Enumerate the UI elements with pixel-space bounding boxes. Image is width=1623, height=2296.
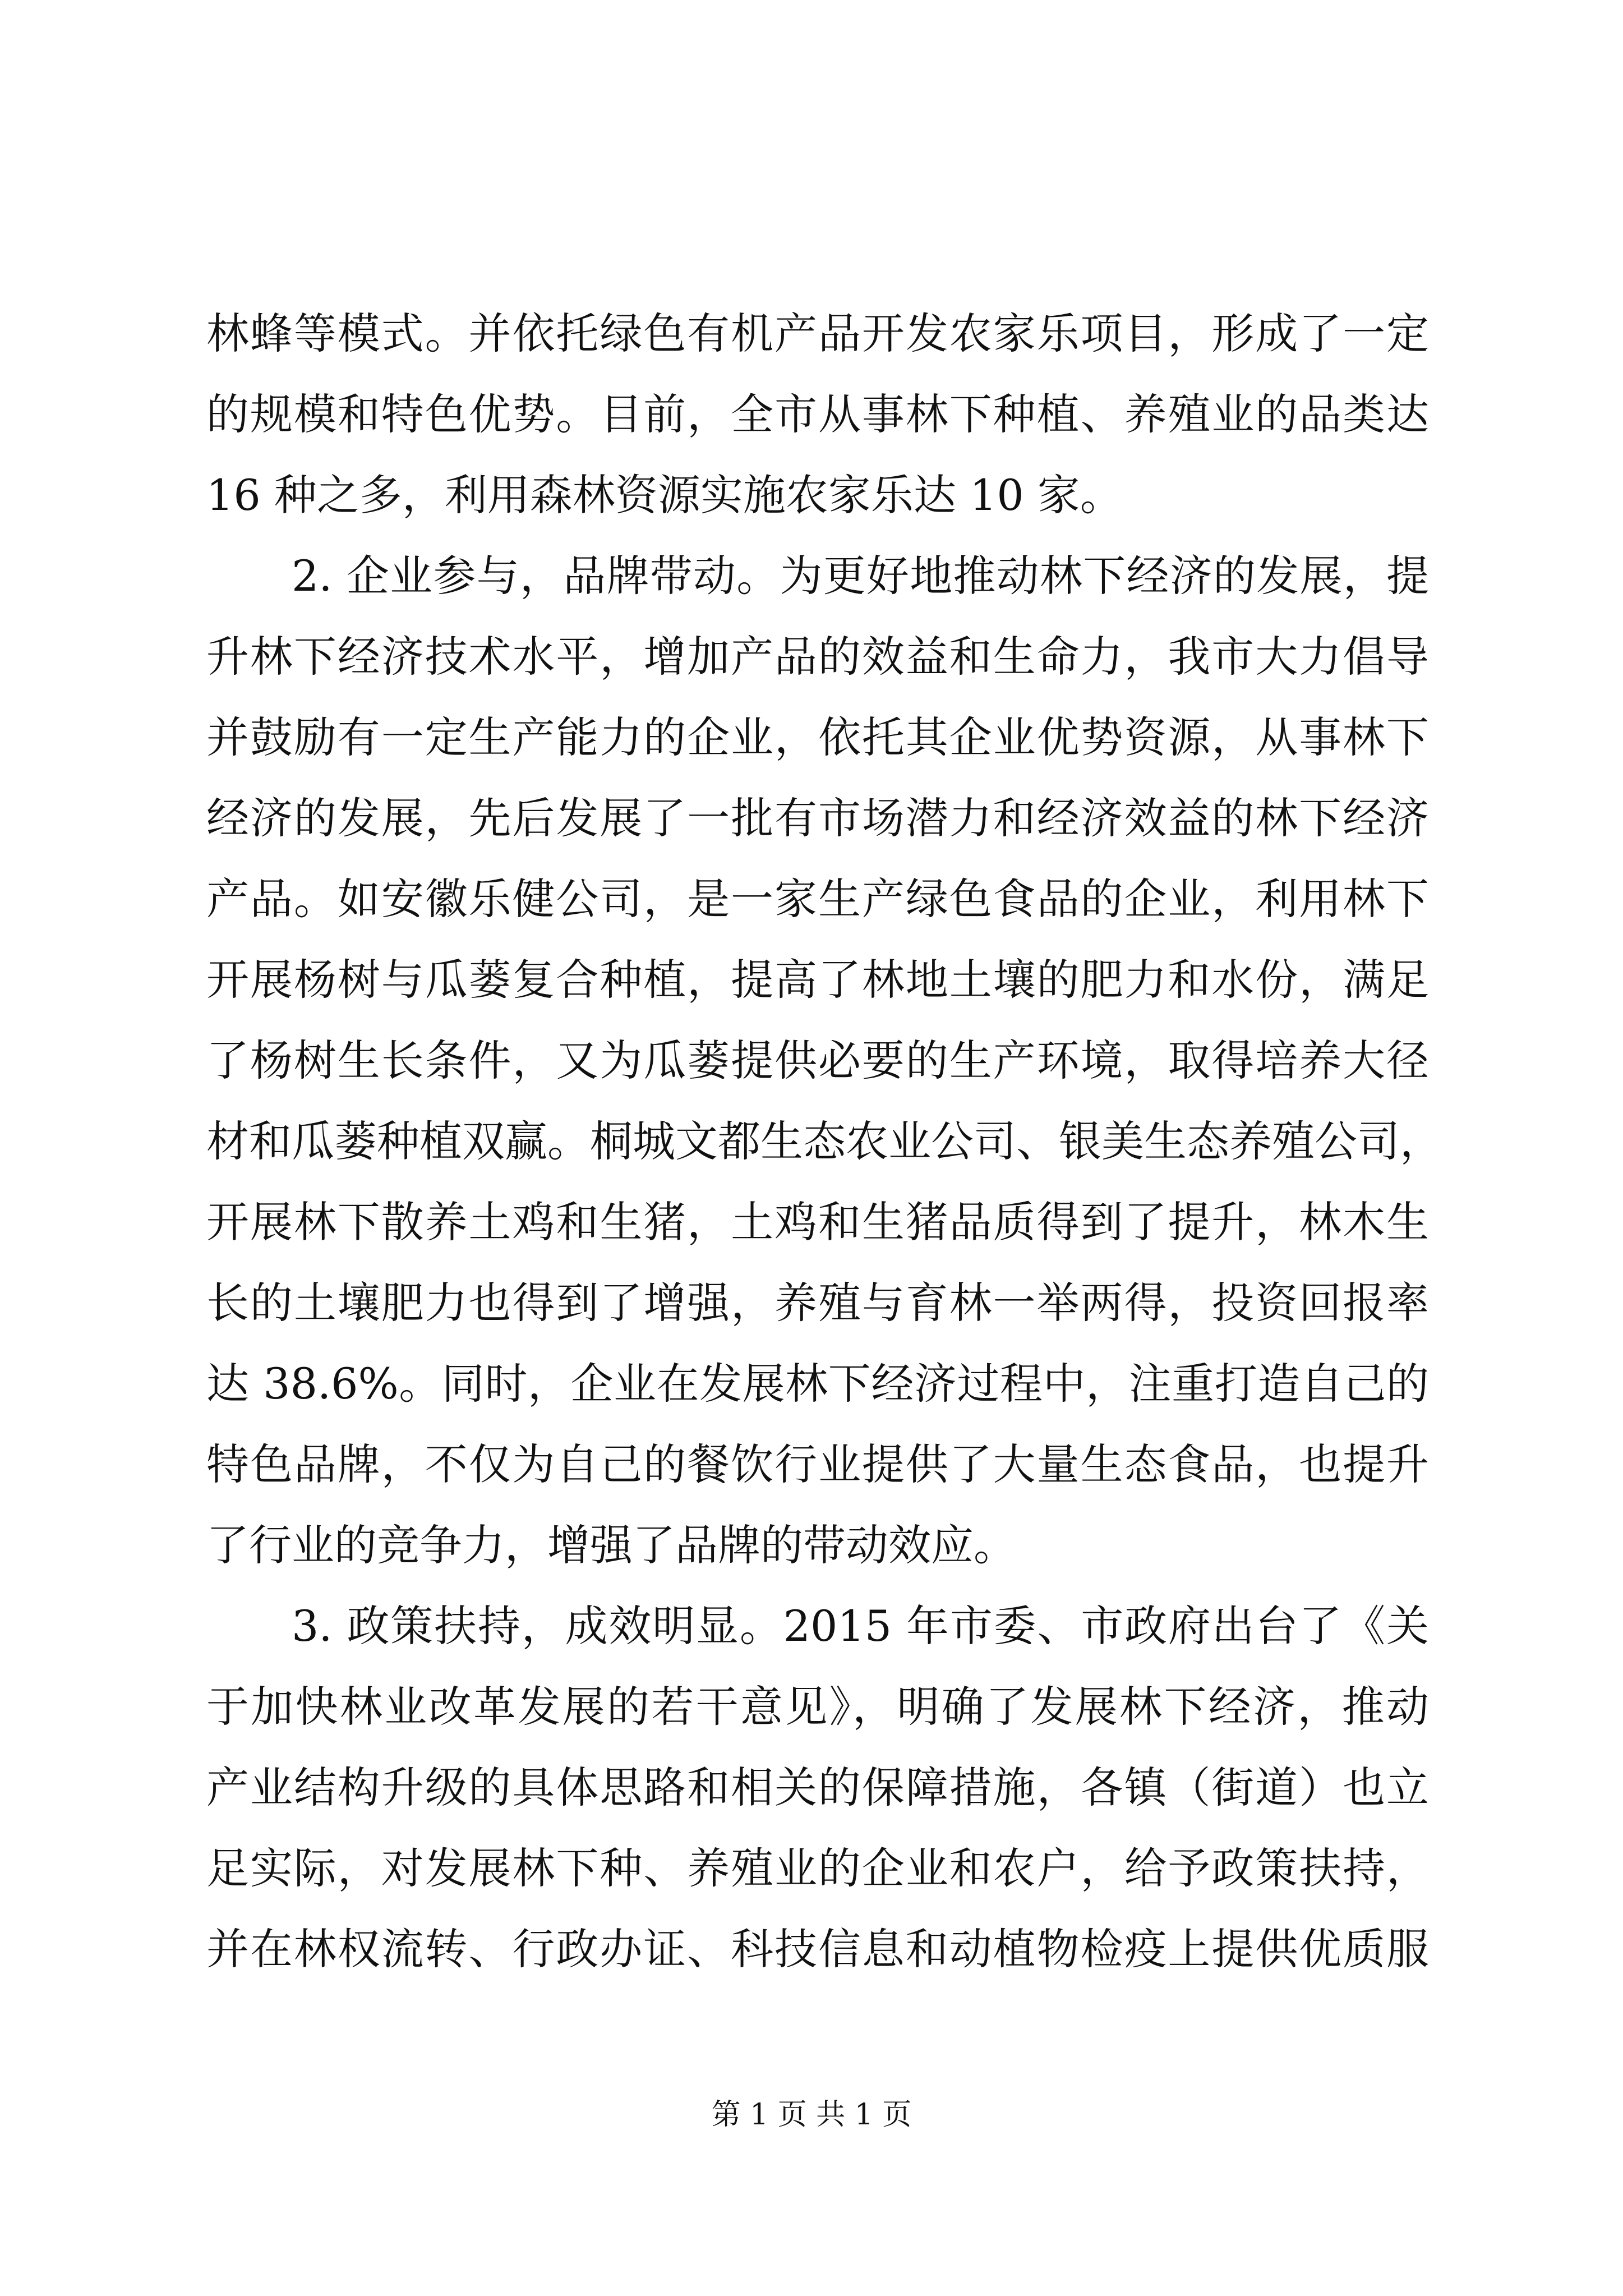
body-text-line: 的规模和特色优势。目前，全市从事林下种植、养殖业的品类达	[206, 389, 1429, 439]
body-text-line: 产业结构升级的具体思路和相关的保障措施，各镇（街道）也立	[206, 1763, 1429, 1812]
paragraph-3-first-line: 3. 政策扶持，成效明显。2015 年市委、市政府出台了《关	[292, 1601, 1429, 1651]
body-text-line: 并在林权流转、行政办证、科技信息和动植物检疫上提供优质服	[206, 1924, 1429, 1974]
body-text-line: 特色品牌，不仅为自己的餐饮行业提供了大量生态食品，也提升	[206, 1439, 1429, 1489]
body-text-line: 升林下经济技术水平，增加产品的效益和生命力，我市大力倡导	[206, 632, 1429, 682]
body-text-line: 于加快林业改革发展的若干意见》，明确了发展林下经济，推动	[206, 1682, 1429, 1732]
body-text-line: 经济的发展，先后发展了一批有市场潜力和经济效益的林下经济	[206, 793, 1429, 843]
body-text-line: 材和瓜蒌种植双赢。桐城文都生态农业公司、银美生态养殖公司，	[206, 1116, 1442, 1166]
body-text-line: 长的土壤肥力也得到了增强，养殖与育林一举两得，投资回报率	[206, 1278, 1429, 1328]
body-text-line: 了行业的竞争力，增强了品牌的带动效应。	[206, 1520, 1016, 1570]
body-text-line: 开展林下散养土鸡和生猪，土鸡和生猪品质得到了提升，林木生	[206, 1197, 1429, 1247]
page-footer: 第 1 页 共 1 页	[711, 2098, 912, 2132]
body-text-line: 了杨树生长条件，又为瓜蒌提供必要的生产环境，取得培养大径	[206, 1036, 1429, 1085]
body-text-line: 开展杨树与瓜蒌复合种植，提高了林地土壤的肥力和水份，满足	[206, 955, 1429, 1005]
paragraph-2-first-line: 2. 企业参与，品牌带动。为更好地推动林下经济的发展，提	[292, 551, 1429, 601]
body-text-line: 达 38.6%。同时，企业在发展林下经济过程中，注重打造自己的	[206, 1359, 1429, 1409]
body-text-line: 16 种之多，利用森林资源实施农家乐达 10 家。	[206, 470, 1123, 520]
body-text-line: 林蜂等模式。并依托绿色有机产品开发农家乐项目，形成了一定	[206, 309, 1429, 358]
body-text-line: 足实际，对发展林下种、养殖业的企业和农户，给予政策扶持，	[206, 1843, 1429, 1893]
body-text-line: 产品。如安徽乐健公司，是一家生产绿色食品的企业，利用林下	[206, 874, 1429, 924]
body-text-line: 并鼓励有一定生产能力的企业，依托其企业优势资源，从事林下	[206, 712, 1429, 762]
